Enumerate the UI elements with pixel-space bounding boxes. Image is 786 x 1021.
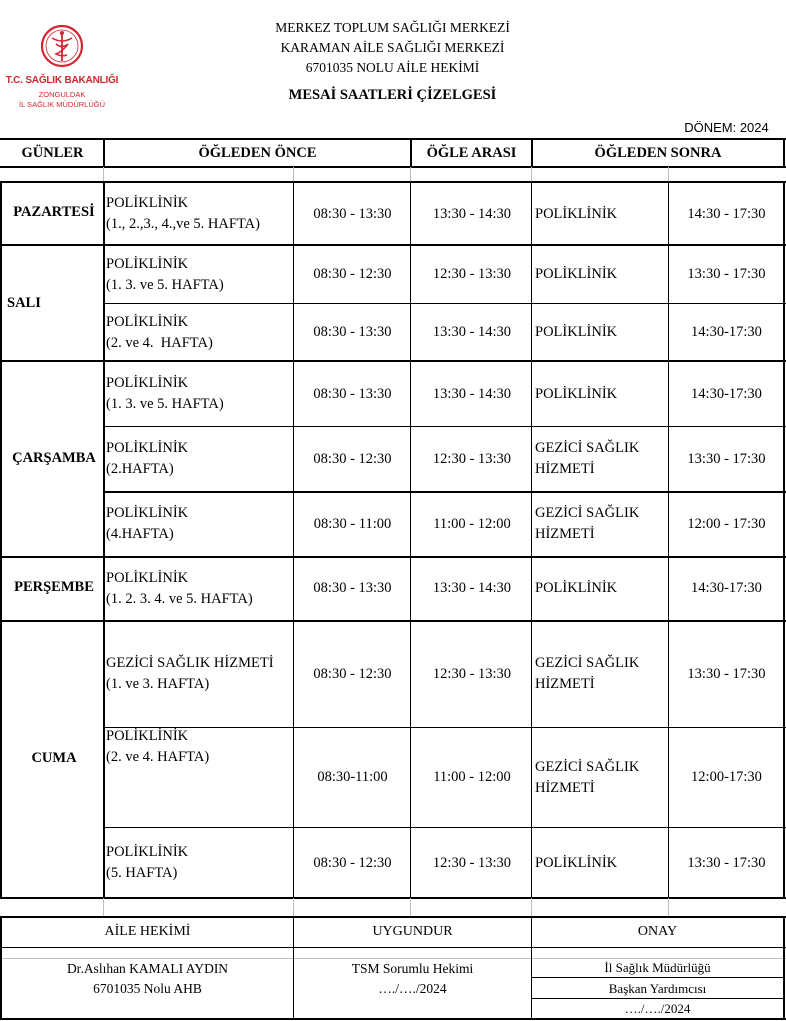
afternoon-time: 12:00 - 17:30: [687, 516, 766, 532]
activity-name: POLİKLİNİK: [535, 855, 618, 871]
activity-name: POLİKLİNİK: [535, 324, 618, 340]
morning-time: 08:30-11:00: [317, 769, 388, 785]
caduceus-icon: [40, 24, 84, 68]
afternoon-activity: [535, 853, 669, 874]
footer-tsm-date: …./…./2024: [378, 981, 447, 996]
morning-time: 08:30 - 12:30: [313, 855, 392, 871]
header-line-1: MERKEZ TOPLUM SAĞLIĞI MERKEZİ: [275, 20, 510, 35]
lunch-time: 13:30 - 14:30: [432, 386, 512, 402]
morning-time: 08:30 - 12:30: [313, 666, 392, 682]
afternoon-activity: [535, 322, 669, 343]
footer-doctor-name: Dr.Aslıhan KAMALI AYDIN: [66, 961, 229, 976]
activity-name-cont: HİZMETİ: [535, 526, 595, 542]
lunch-time: 13:30 - 14:30: [432, 580, 512, 596]
morning-time: 08:30 - 12:30: [313, 266, 392, 282]
activity-name: POLİKLİNİK: [535, 386, 618, 402]
activity-weeks: (1. ve 3. HAFTA): [106, 676, 210, 692]
footer-approval-title: UYGUNDUR: [372, 924, 453, 939]
afternoon-activity: [535, 757, 669, 799]
morning-time: 08:30 - 13:30: [313, 386, 392, 402]
morning-activity: [106, 312, 294, 354]
morning-time: 08:30 - 13:30: [313, 580, 392, 596]
activity-name: GEZİCİ SAĞLIK: [535, 655, 640, 671]
morning-time: 08:30 - 13:30: [313, 324, 392, 340]
afternoon-time: 12:00-17:30: [691, 769, 762, 785]
footer-deputy: Başkan Yardımcısı: [608, 981, 707, 996]
lunch-time: 13:30 - 14:30: [432, 206, 512, 222]
activity-weeks: (2.HAFTA): [106, 461, 174, 477]
lunch-time: 12:30 - 13:30: [432, 666, 512, 682]
footer-family-doctor-title: AİLE HEKİMİ: [104, 924, 191, 939]
morning-time: 08:30 - 13:30: [313, 206, 392, 222]
footer-confirm-date: …./…./2024: [624, 1001, 691, 1016]
lunch-time: 12:30 - 13:30: [432, 451, 512, 467]
morning-activity: [106, 254, 294, 296]
afternoon-time: 14:30-17:30: [691, 324, 762, 340]
lunch-time: 11:00 - 12:00: [433, 516, 511, 532]
activity-name: POLİKLİNİK: [106, 440, 189, 456]
afternoon-time: 13:30 - 17:30: [687, 451, 766, 467]
activity-name: POLİKLİNİK: [106, 844, 189, 860]
activity-weeks: (1. 3. ve 5. HAFTA): [106, 396, 224, 412]
activity-weeks: (2. ve 4. HAFTA): [106, 335, 213, 351]
activity-name: GEZİCİ SAĞLIK: [535, 759, 640, 775]
activity-name: POLİKLİNİK: [106, 195, 189, 211]
lunch-time: 12:30 - 13:30: [432, 266, 512, 282]
footer-tsm-doctor: TSM Sorumlu Hekimi: [351, 961, 474, 976]
lunch-time: 13:30 - 14:30: [432, 324, 512, 340]
morning-activity: [106, 726, 294, 768]
day-friday: CUMA: [31, 750, 77, 766]
afternoon-activity: [535, 503, 669, 545]
afternoon-time: 13:30 - 17:30: [687, 266, 766, 282]
morning-time: 08:30 - 11:00: [313, 516, 392, 532]
morning-activity: [106, 842, 294, 884]
lunch-time: 12:30 - 13:30: [432, 855, 512, 871]
activity-weeks: (1. 2. 3. 4. ve 5. HAFTA): [106, 591, 253, 607]
activity-weeks: (2. ve 4. HAFTA): [106, 749, 210, 765]
activity-name-cont: HİZMETİ: [535, 461, 595, 477]
activity-name: POLİKLİNİK: [106, 570, 189, 586]
column-header-morning: ÖĞLEDEN ÖNCE: [198, 145, 317, 161]
morning-activity: [106, 568, 294, 610]
afternoon-time: 13:30 - 17:30: [687, 666, 766, 682]
header-line-3: 6701035 NOLU AİLE HEKİMİ: [305, 60, 480, 75]
activity-name: POLİKLİNİK: [535, 206, 618, 222]
activity-weeks: (1., 2.,3., 4.,ve 5. HAFTA): [106, 216, 260, 232]
activity-name: GEZİCİ SAĞLIK: [535, 440, 640, 456]
morning-time: 08:30 - 12:30: [313, 451, 392, 467]
column-header-lunch: ÖĞLE ARASI: [426, 145, 517, 161]
activity-name: POLİKLİNİK: [535, 266, 618, 282]
day-thursday: PERŞEMBE: [14, 579, 94, 595]
column-header-afternoon: ÖĞLEDEN SONRA: [594, 145, 722, 161]
activity-name: GEZİCİ SAĞLIK: [535, 505, 640, 521]
lunch-time: 11:00 - 12:00: [433, 769, 511, 785]
activity-name-cont: HİZMETİ: [535, 780, 595, 796]
day-tuesday: SALI: [7, 295, 41, 311]
afternoon-activity: [535, 578, 669, 599]
afternoon-time: 14:30-17:30: [691, 386, 762, 402]
activity-weeks: (4.HAFTA): [106, 526, 174, 542]
afternoon-activity: [535, 653, 669, 695]
afternoon-time: 13:30 - 17:30: [687, 855, 766, 871]
footer-confirm-title: ONAY: [637, 924, 678, 939]
afternoon-activity: [535, 264, 669, 285]
ministry-logo: [4, 24, 120, 114]
afternoon-activity: [535, 384, 669, 405]
activity-name: POLİKLİNİK: [106, 728, 189, 744]
activity-weeks: (1. 3. ve 5. HAFTA): [106, 277, 224, 293]
activity-name: GEZİCİ SAĞLIK HİZMETİ: [106, 655, 274, 671]
morning-activity: [106, 193, 294, 235]
logo-directorate: İL SAĞLIK MÜDÜRLÜĞÜ: [19, 100, 105, 109]
afternoon-activity: [535, 204, 669, 225]
afternoon-activity: [535, 438, 669, 480]
afternoon-time: 14:30 - 17:30: [687, 206, 766, 222]
day-wednesday: ÇARŞAMBA: [12, 450, 96, 466]
header-line-2: KARAMAN AİLE SAĞLIĞI MERKEZİ: [280, 40, 505, 55]
activity-name: POLİKLİNİK: [106, 505, 189, 521]
activity-name: POLİKLİNİK: [106, 256, 189, 272]
day-monday: PAZARTESİ: [13, 204, 95, 220]
logo-city: ZONGULDAK: [38, 90, 86, 99]
logo-ministry-name: T.C. SAĞLIK BAKANLIĞI: [5, 75, 119, 86]
period-label: DÖNEM: 2024: [684, 120, 769, 135]
morning-activity: [106, 438, 294, 480]
afternoon-time: 14:30-17:30: [691, 580, 762, 596]
activity-name: POLİKLİNİK: [106, 314, 189, 330]
column-header-days: GÜNLER: [21, 145, 84, 161]
morning-activity: [106, 503, 294, 545]
activity-name-cont: HİZMETİ: [535, 676, 595, 692]
activity-name: POLİKLİNİK: [106, 375, 189, 391]
footer-doctor-unit: 6701035 Nolu AHB: [93, 981, 202, 996]
morning-activity: [106, 373, 294, 415]
schedule-title: MESAİ SAATLERİ ÇİZELGESİ: [288, 87, 497, 103]
activity-name: POLİKLİNİK: [535, 580, 618, 596]
morning-activity: [106, 653, 294, 695]
activity-weeks: (5. HAFTA): [106, 865, 178, 881]
footer-directorate: İl Sağlık Müdürlüğü: [604, 960, 711, 975]
